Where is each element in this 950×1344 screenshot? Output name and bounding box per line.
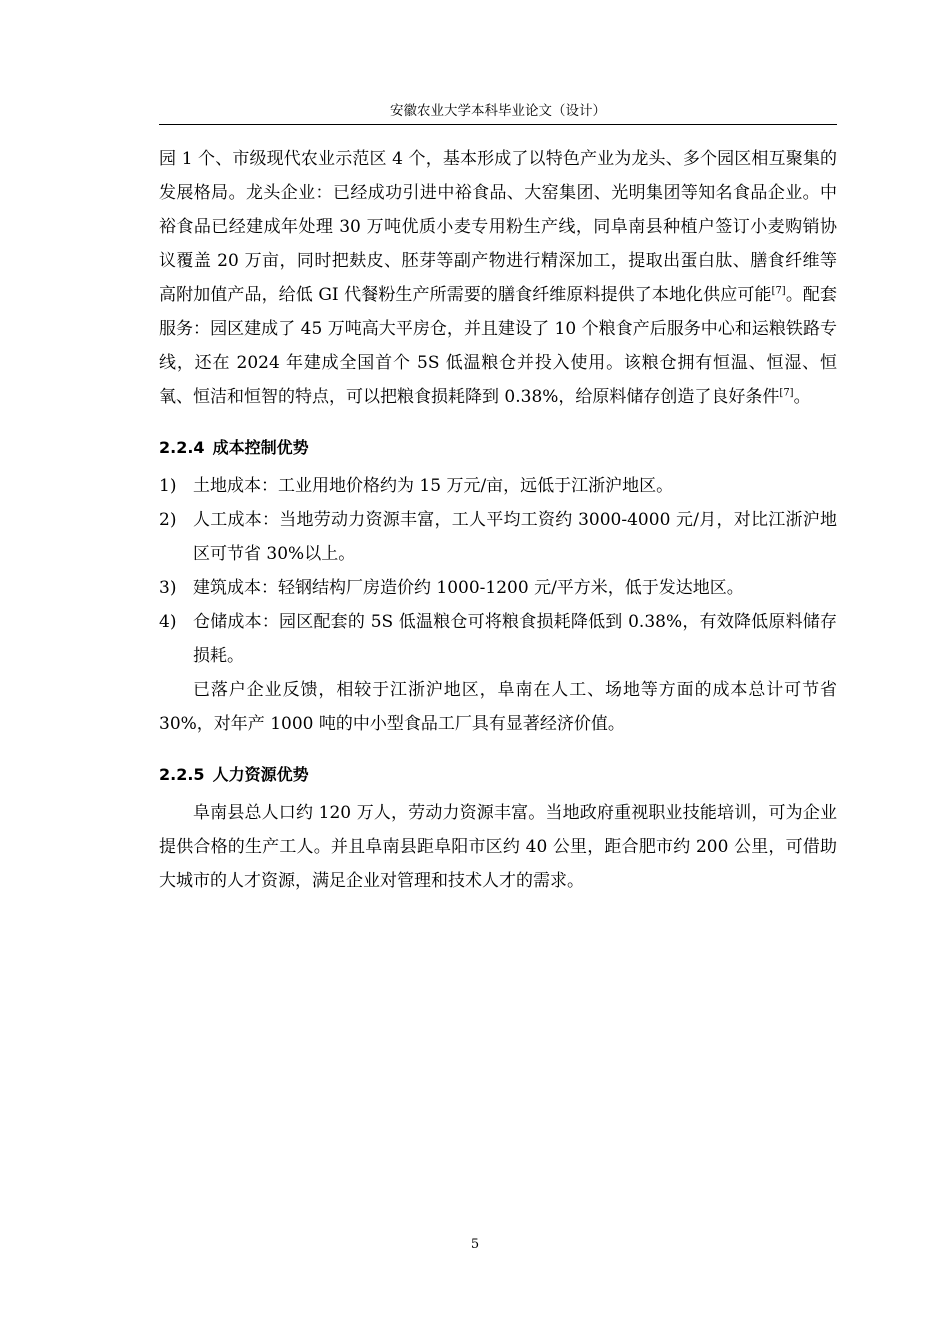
list-text: 建筑成本：轻钢结构厂房造价约 1000-1200 元/平方米，低于发达地区。 [193, 578, 744, 598]
list-number: 4) [159, 612, 177, 632]
hr-paragraph: 阜南县总人口约 120 万人，劳动力资源丰富。当地政府重视职业技能培训，可为企业提供合格的生产工人。并且阜南县距阜阳市区约 40 公里，距合肥市约 200 公里，可借助大城市的人才资源，满足企业对管理和技术人才的需求。 [159, 803, 837, 891]
list-text: 人工成本：当地劳动力资源丰富，工人平均工资约 3000-4000 元/月，对比江浙沪地区可节省 30%以上。 [193, 510, 837, 564]
section-heading-cost [159, 431, 837, 465]
citation-ref-1: [7] [771, 285, 786, 297]
section-title: 人力资源优势 [212, 765, 309, 784]
section-number: 2.2.4 [159, 438, 205, 457]
header-title: 安徽农业大学本科毕业论文（设计） [390, 103, 606, 119]
list-number: 1) [159, 476, 177, 496]
cost-summary-paragraph: 已落户企业反馈，相较于江浙沪地区，阜南在人工、场地等方面的成本总计可节省 30%，对年产 1000 吨的中小型食品工厂具有显著经济价值。 [159, 680, 837, 734]
intro-paragraph [159, 142, 837, 414]
list-number: 2) [159, 510, 177, 530]
citation-ref-2: [7] [779, 387, 794, 399]
list-item [159, 503, 837, 571]
list-text: 土地成本：工业用地价格约为 15 万元/亩，远低于江浙沪地区。 [193, 476, 674, 496]
section-title: 成本控制优势 [212, 438, 309, 457]
document-body [159, 142, 837, 898]
list-text: 仓储成本：园区配套的 5S 低温粮仓可将粮食损耗降低到 0.38%，有效降低原料储存损耗。 [193, 612, 837, 666]
intro-text-part1: 园 1 个、市级现代农业示范区 4 个，基本形成了以特色产业为龙头、多个园区相互聚集的发展格局。龙头企业：已经成功引进中裕食品、大窑集团、光明集团等知名食品企业。中裕食品已经建成年处理 30 万吨优质小麦专用粉生产线，同阜南县种植户签订小麦购销协议覆盖 20 万亩，同时把麸皮、胚芽等副产物进行精深加工，提取出蛋白肽、膳食纤维等高附加值产品，给低 GI 代餐粉生产所需要的膳食纤维原料提供了本地化供应可能 [159, 149, 837, 305]
intro-text-part2: 。配套服务：园区建成了 45 万吨高大平房仓，并且建设了 10 个粮食产后服务中心和运粮铁路专线，还在 2024 年建成全国首个 5S 低温粮仓并投入使用。该粮仓拥有恒温、恒湿、恒氧、恒洁和恒智的特点，可以把粮食损耗降到 0.38%，给原料储存创造了良好条件 [159, 285, 838, 407]
page-number: 5 [470, 1237, 480, 1252]
list-item [159, 571, 837, 605]
page-header [159, 102, 837, 125]
list-item [159, 605, 837, 673]
cost-list [159, 469, 837, 673]
list-number: 3) [159, 578, 177, 598]
section-heading-hr [159, 758, 837, 792]
list-item [159, 469, 837, 503]
section-number: 2.2.5 [159, 765, 205, 784]
intro-text-part3: 。 [793, 387, 811, 407]
